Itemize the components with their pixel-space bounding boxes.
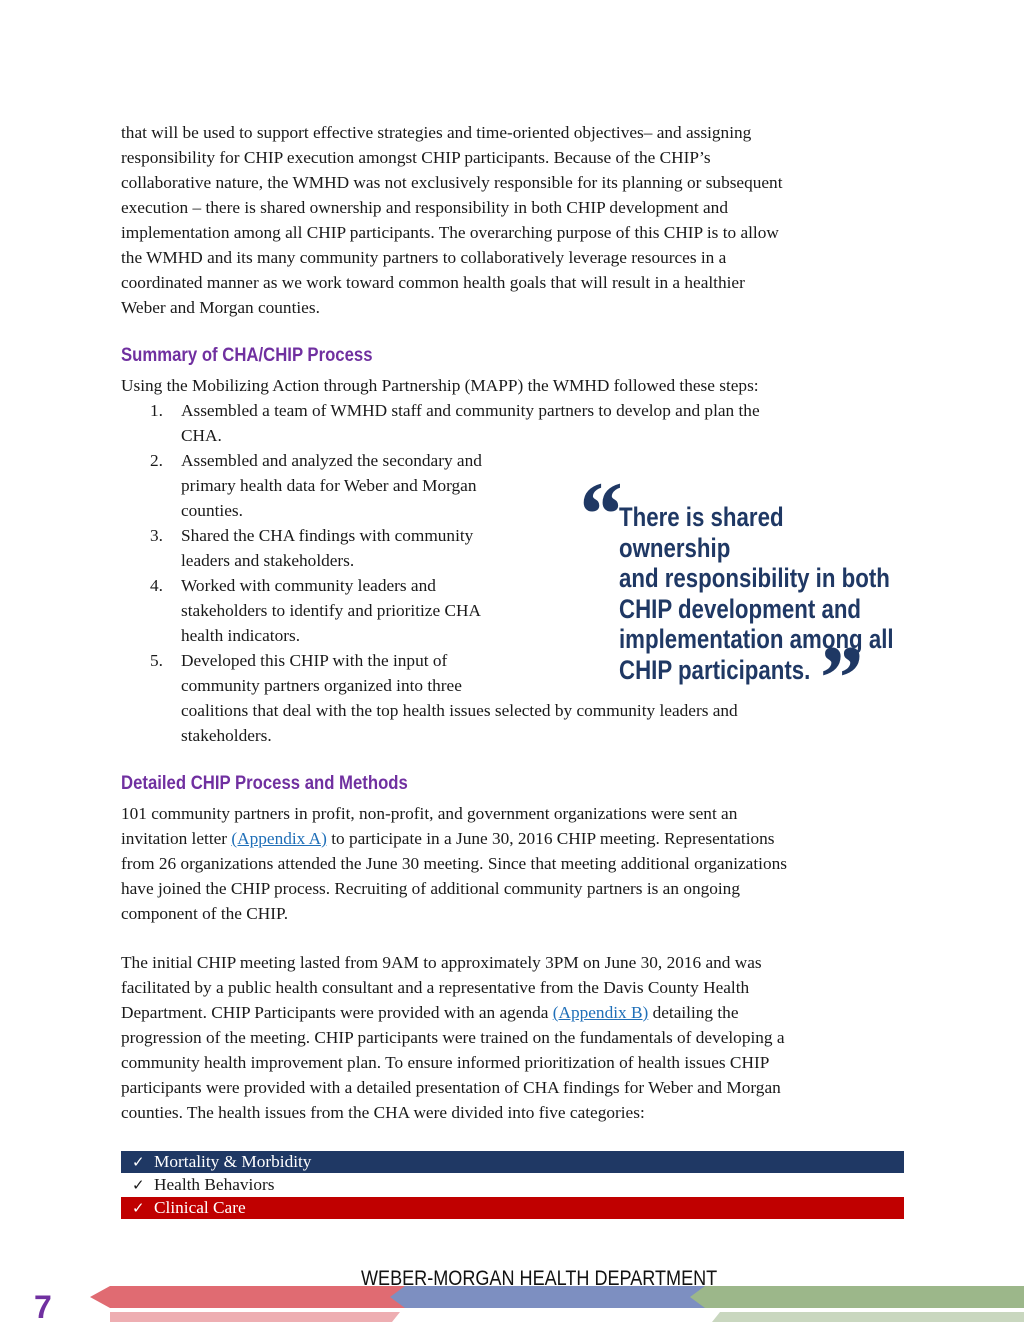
paragraph-line: participants were provided with a detailed presentation of CHA findings for Weber and Morgan (121, 1078, 781, 1097)
step-line: Assembled and analyzed the secondary and (181, 451, 482, 470)
text-run: invitation letter (121, 829, 232, 848)
step-line: Assembled a team of WMHD staff and community partners to develop and plan the (181, 401, 760, 420)
quote-line: CHIP development and (619, 593, 862, 624)
step-number: 5. (150, 651, 163, 670)
step-number: 4. (150, 576, 163, 595)
step-number: 2. (150, 451, 163, 470)
step-line: coalitions that deal with the top health issues selected by community leaders and (181, 701, 738, 720)
intro-line: collaborative nature, the WMHD was not exclusively responsible for its planning or subsequent (121, 173, 783, 192)
footer-organization: WEBER-MORGAN HEALTH DEPARTMENT (361, 1267, 718, 1290)
step-number: 1. (150, 401, 163, 420)
text-run: Department. CHIP Participants were provided with an agenda (121, 1003, 553, 1022)
step-number: 3. (150, 526, 163, 545)
paragraph-line: from 26 organizations attended the June 30 meeting. Since that meeting additional organizations (121, 854, 787, 873)
paragraph-line (121, 1000, 901, 1025)
step-line: stakeholders. (181, 726, 272, 745)
category-label: Health Behaviors (154, 1175, 275, 1194)
checkmark-icon: ✓ (132, 1153, 145, 1171)
checkmark-icon: ✓ (132, 1199, 145, 1217)
text-run: detailing the (648, 1003, 739, 1022)
quote-line: implementation among all (619, 624, 894, 654)
paragraph-line: have joined the CHIP process. Recruiting of additional community partners is an ongoing (121, 879, 740, 898)
text-run: to participate in a June 30, 2016 CHIP meeting. Representations (326, 829, 775, 848)
detailed-paragraph-2 (121, 950, 901, 1125)
intro-line: implementation among all CHIP participants. The overarching purpose of this CHIP is to allow (121, 223, 779, 242)
intro-line: that will be used to support effective strategies and time-oriented objectives– and assigning (121, 123, 752, 142)
step-line: leaders and stakeholders. (181, 551, 355, 570)
summary-heading: Summary of CHA/CHIP Process (121, 345, 373, 366)
paragraph-line: progression of the meeting. CHIP participants were trained on the fundamentals of developing a (121, 1028, 785, 1047)
paragraph-line: counties. The health issues from the CHA were divided into five categories: (121, 1103, 645, 1122)
step-line: counties. (181, 501, 243, 520)
paragraph-line: facilitated by a public health consultant and a representative from the Davis County Health (121, 978, 750, 997)
footer-green-arrow-lower (712, 1312, 1024, 1322)
intro-line: responsibility for CHIP execution amongst CHIP participants. Because of the CHIP’s (121, 148, 711, 167)
category-mortality-morbidity (121, 1151, 904, 1173)
intro-line: coordinated manner as we work toward common health goals that will result in a healthier (121, 273, 745, 292)
category-health-behaviors (121, 1174, 904, 1196)
quote-line: and responsibility in both (619, 563, 890, 593)
checkmark-icon: ✓ (132, 1176, 145, 1194)
close-quote-mark: ” (815, 627, 861, 729)
step-line: stakeholders to identify and prioritize CHA (181, 601, 481, 620)
summary-lead: Using the Mobilizing Action through Partnership (MAPP) the WMHD followed these steps: (121, 376, 759, 395)
footer-green-arrow (690, 1286, 1024, 1308)
appendix-a-link[interactable]: (Appendix A) (231, 829, 327, 848)
intro-line: Weber and Morgan counties. (121, 298, 320, 317)
detailed-heading: Detailed CHIP Process and Methods (121, 773, 408, 794)
list-item (150, 398, 760, 448)
quote-line: There is shared ownership (619, 502, 784, 563)
paragraph-line: The initial CHIP meeting lasted from 9AM to approximately 3PM on June 30, 2016 and was (121, 953, 762, 972)
detailed-paragraph-1 (121, 801, 901, 926)
step-line: health indicators. (181, 626, 301, 645)
category-label: Clinical Care (154, 1198, 246, 1217)
quote-line: CHIP participants. (619, 654, 811, 685)
step-line: Worked with community leaders and (181, 576, 436, 595)
category-label: Mortality & Morbidity (154, 1152, 312, 1171)
intro-line: execution – there is shared ownership and responsibility in both CHIP development and (121, 198, 728, 217)
pull-quote (575, 463, 915, 729)
paragraph-line: community health improvement plan. To ensure informed prioritization of health issues CHIP (121, 1053, 770, 1072)
page-number: 7 (34, 1289, 52, 1325)
paragraph-line: 101 community partners in profit, non-profit, and government organizations were sent an (121, 804, 738, 823)
appendix-b-link[interactable]: (Appendix B) (552, 1003, 649, 1022)
category-clinical-care (121, 1197, 904, 1219)
step-line: Developed this CHIP with the input of (181, 651, 448, 670)
paragraph-line (121, 826, 901, 851)
intro-paragraph (121, 120, 901, 320)
step-line: community partners organized into three (181, 676, 462, 695)
open-quote-mark: “ (575, 463, 621, 565)
intro-line: the WMHD and its many community partners to collaboratively leverage resources in a (121, 248, 727, 267)
step-line: CHA. (181, 426, 222, 445)
footer-red-arrow-lower (110, 1312, 400, 1322)
paragraph-line: component of the CHIP. (121, 904, 289, 923)
step-line: Shared the CHA findings with community (181, 526, 474, 545)
step-line: primary health data for Weber and Morgan (181, 476, 477, 495)
